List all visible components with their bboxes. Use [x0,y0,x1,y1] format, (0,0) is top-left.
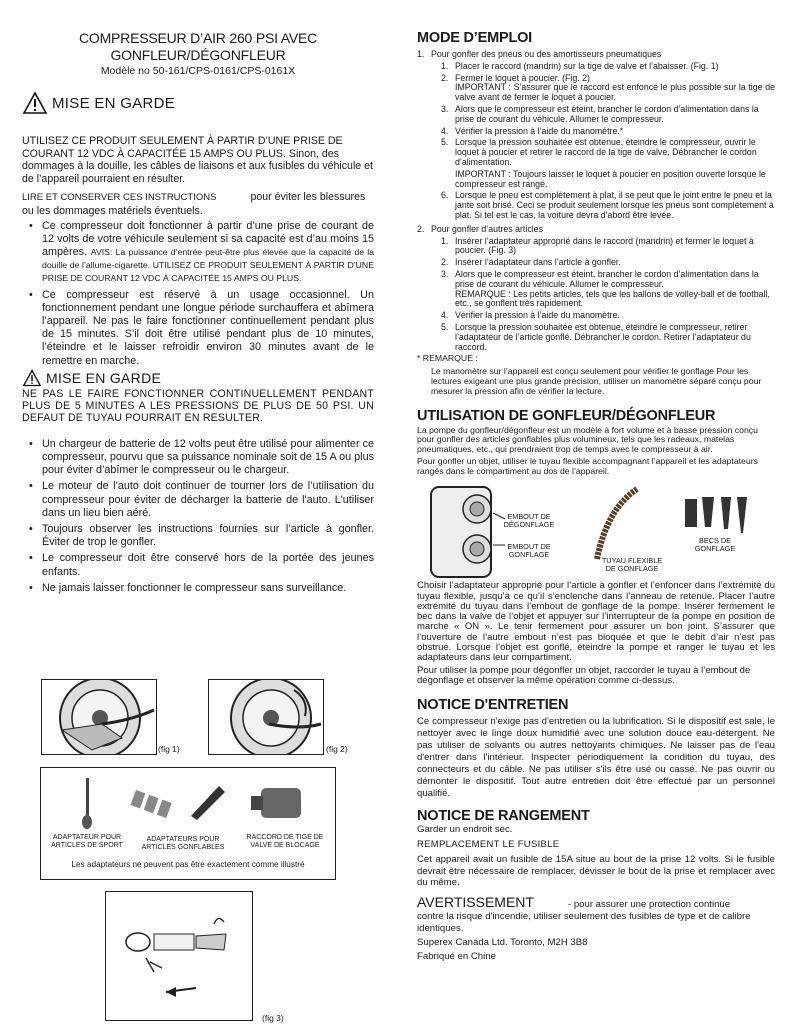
adapter-sport-label: ADAPTATEUR POUR ARTICLES DE SPORT [51,834,123,849]
bullet-list-1 [22,220,374,368]
fig2-caption: (fig 2) [326,744,348,754]
tire-valve-illustration [209,680,323,754]
adapters-illustration [41,768,335,838]
adapter-inflatable-label: ADAPTATEURS POUR ARTICLES GONFLABLES [141,836,225,851]
list-item: • Ne jamais laisser fonctionner le compresseur sans surveillance. [42,582,374,595]
storage-text: Garder un endroit sec. [417,823,513,835]
list-item: 1. Placer le raccord (mandrin) sur la tige de valve et l’abaisser. (Fig. 1) [441,60,719,71]
instructions-list [417,50,775,352]
list-item: 4. Vérifier la pression à l’aide du manomètre. [441,310,620,321]
avert-text: contre la risque d'incendie, utiliser seulement des fusibles de type et de calibre identiques. [417,911,751,934]
list-item: • Le compresseur doit être conservé hors de la portée des jeunes enfants. [42,552,374,578]
hose-label: TUYAU FLEXIBLE DE GONFLAGE [601,556,663,574]
valve-connector-label: RACCORD DE TIGE DE VALVE DE BLOCAGE [246,834,324,849]
bullet-list-2 [22,438,374,595]
list-item: 6. Lorsque le pneu est complètement à plat, il se peut que le joint entre le pneu et la jante soit brisé. Ceci se produit seulement lorsque les pneus sont complètement à plat. Si tel est le cas, la voiture devra d’abord être levée. [441,190,774,220]
avert-heading: AVERTISSEMENT [417,894,534,911]
warning-row [417,894,775,910]
sub-steps-1 [431,62,775,221]
company-address: Superex Canada Ltd. Toronto, M2H 3B8 [417,936,588,948]
maintenance-text: Ce compresseur n'exige pas d'entretien ou la lubrification. Si le dispositif est sale, le nettoyer avec le linge doux humidifié avec une solution douce eau-détergent. Ne pas utiliser de solvants ou autres nettoyants chimiques. Ne laisser pas de l'eau d'entrer dans l'intérieur. Inspecter périodiquement la condition du tuyau, des connecteurs et du câble. Ne pas utiliser s'ils être usé ou cassé. Ne pas ouvrir ou démonter le dispositif. Tout autre entretien doit être effectué par un personnel qualifié. [417,715,775,799]
usage-paragraph-4: Pour utiliser la pompe pour dégonfler un objet, raccorder le tuyau à l’embout de dégonflage et observer la même opération comme ci-dessus. [417,665,751,687]
list-item: 5. Lorsque la pression souhaitée est obtenue, éteindre le compresseur, ouvrir le loquet à poucier et retirer le raccord de la tige de valve. Débrancher le cordon d’alimentation. IMPORTANT : Toujours laisser le loquet à poucier en position ouverte lorsque le compresseur est rangé. [441,137,766,189]
mode-heading: MODE D’EMPLOI [417,30,533,46]
warning-text: NE PAS LE FAIRE FONCTIONNER CONTINUELLEMENT PENDANT PLUS DE 5 MINUTES A LES PRESSIONS DE PLUS DE 50 PSI. UN DEFAUT DE TUYAU POURRAIT EN RESULTER. [22,387,374,424]
list-item: • Toujours observer les instructions fournies sur l’article à gonfler. Éviter de trop le gonfler. [42,523,374,549]
intro-paragraph: UTILISEZ CE PRODUIT SEULEMENT À PARTIR D’UNE PRISE DE COURANT 12 VDC À CAPACITÉE 15 AMPS OU PLUS. Sinon, des dommages à la douille, les câbles de liaisons et aux fusibles du véhicule et de l’appareil pourraient en résulter. [22,135,373,185]
sub-steps-2 [431,237,775,353]
warning-icon [22,91,48,115]
warning-heading-2: MISE EN GARDE [22,369,374,387]
list-item: 4. Vérifier la pression à l’aide du manomètre.* [441,125,624,136]
adapters-note: Les adaptateurs ne peuvent pas être exactement comme illustré [71,860,305,869]
list-item: 1. Pour gonfler des pneus ou des amortisseurs pneumatiques 1. Placer le raccord (mandrin) sur la tige de valve et l’abaisser. (Fig. 1) 2. Fermer le loquet à poucier. (Fig. 2) IMPORTANT : S’assurer que le raccord est enfoncé le plus possible sur la tige de valve avant de fermer le loquet à poucier. 3. Alors que le compresseur est éteint, brancher le cordon d’alimentation dans la prise de courant du véhicule. Allumer le compresseur. 4. Vérifier la pression à l’aide du manomètre.* 5. Lorsque la pression souhaitée est obtenue, éteindre le compresseur, ouvrir le loquet à poucier et retirer le raccord de la tige de valve. Débrancher le cordon d’alimentation. IMPORTANT : Toujours laisser le loquet à poucier en position ouverte lorsque le compresseur est rangé. 6. Lorsque le pneu est complètement à plat, il se peut que le joint entre le pneu et la jante soit brisé. Ceci se produit seulement lorsque les pneus sont complètement à plat. Si tel est le cas, la voiture devra d’abord être levée. [417,49,775,220]
list-item: 2. Fermer le loquet à poucier. (Fig. 2) IMPORTANT : S’assurer que le raccord est enfoncé le plus possible sur la tige de valve avant de fermer le loquet à poucier. [441,72,775,103]
list-item: 5. Lorsque la pression souhaitée est obtenue, éteindre le compresseur, retirer l’adaptateur de l’article gonflé. Débrancher le cordon. Retirer l’adaptateur du raccord. [441,321,751,352]
storage-heading: NOTICE DE RANGEMENT [417,807,590,824]
product-title: COMPRESSEUR D’AIR 260 PSI AVEC GONFLEUR/DÉGONFLEUR [78,30,318,63]
adapter-insertion-illustration [106,892,252,1020]
figure-3 [105,891,253,1021]
usage-heading: UTILISATION DE GONFLEUR/DÉGONFLEUR [417,407,716,424]
deflate-port-label: EMBOUT DE DÉGONFLAGE [503,512,555,530]
fuse-text: Cet appareil avait un fusible de 15A situe au bout de la prise 12 volts. Si le fusible devrait être nécessaire de remplacer, dévisser le bout de la prise et remplacer avec du même. [417,854,775,888]
right-column [417,0,775,961]
figure-1 [41,679,157,755]
list-item: • Un chargeur de batterie de 12 volts peut être utilisé pour alimenter ce compresseur, pourvu que sa puissance nominale soit de 15 A ou plus pour éviter d’abîmer le compresseur ou le chargeur. [42,438,374,478]
fig1-caption: (fig 1) [158,744,180,754]
list-item: 2. Pour gonfler d’autres articles 1. Insérer l’adaptateur approprié dans le raccord (mandrin) et fermer le loquet à poucier. (Fig. 3) 2. Insérer l’adaptateur dans l’article à gonfler. 3. Alors que le compresseur est éteint, brancher le cordon d’alimentation dans la prise de courant du véhicule. Allumer le compresseur. REMARQUE : Les petits articles, tels que les ballons de volley-ball et de football, etc., se gonflent très rapidement. 4. Vérifier la pression à l’aide du manomètre. 5. Lorsque la pression souhaitée est obtenue, éteindre le compresseur, retirer l’adaptateur de l’article gonflé. Débrancher le cordon. Retirer l’adaptateur du raccord. [417,225,775,353]
figure-2 [208,679,324,755]
nozzles-label: BECS DE GONFLAGE [694,536,736,554]
maintenance-heading: NOTICE D'ENTRETIEN [417,696,569,713]
inflate-port-label: EMBOUT DE GONFLAGE [507,542,551,560]
tire-valve-illustration [42,680,156,754]
list-item: 1. Insérer l’adaptateur approprié dans le raccord (mandrin) et fermer le loquet à poucier. (Fig. 3) [441,235,754,256]
left-column [22,0,374,598]
adapters-box [40,767,336,880]
usage-paragraph-2: Pour gonfler un objet, utiliser le tuyau flexible accompagnant l’appareil et les adaptateurs rangés dans le compartiment au dos de l’appareil. [417,455,758,476]
warning-heading: MISE EN GARDE [22,91,374,115]
fig3-caption: (fig 3) [262,1013,284,1023]
made-in: Fabriqué en Chine [417,950,496,962]
list-item: • Ce compresseur doit fonctionner à partir d’une prise de courant de 12 volts de votre véhicule seulement si sa capacité est d’au moins 15 ampères. AVIS: La puissance d’entrée peut-être plus élevée que la capacité de la douille de l’allume-cigarette. UTILISEZ CE PRODUIT SEULEMENT À PARTIR D’UNE PRISE DE COURANT 12 VDC À CAPACITÉE 15 AMPS OU PLUS. [42,220,374,286]
usage-paragraph-1: La pompe du gonfleur/dégonfleur est un modèle à fort volume et à basse pression conçu pour gonfler des articles gonflables plus volumineux, tels que les radeaux, matelas pneumatiques, etc., qui prendraient trop de temps avec le compresseur à air. [417,424,758,455]
usage-paragraph-3: Choisir l’adaptateur approprié pour l’article à gonfler et l’enfoncer dans l’extrémité du tuyau flexible, jusqu’à ce qu’il s’enclenche dans l’anneau de retenue. Placer l’autre extrémité du tuyau dans l’embout de gonflage de la pompe. Insérer fermement le bec dans la valve de l’objet et appuyer sur l’interrupteur de la pompe en position de marche « ON ». Le tenir fermement pour assurer un bon joint. S’assurer que l’ouverture de l’autre embout n’est pas bloquée et que le débit d’air n’est pas obstrué. Lorsque l’objet est gonflé, éteindre la pompe et ranger le tuyau et les adaptateurs dans leur compartiment. [417,580,775,663]
pump-illustration [417,479,775,579]
remark-label: * REMARQUE : [417,353,478,364]
read-instructions: LIRE ET CONSERVER CES INSTRUCTIONS pour éviter les blessures ou les dommages matériels éventuels. [22,191,366,217]
fuse-heading: REMPLACEMENT LE FUSIBLE [417,839,560,851]
list-item: 3. Alors que le compresseur est éteint, brancher le cordon d’alimentation dans la prise de courant du véhicule. Allumer le compresseur. REMARQUE : Les petits articles, tels que les ballons de volley-ball et de football, etc., se gonflent très rapidement. [441,268,770,309]
list-item: 2. Insérer l’adaptateur dans l’article à gonfler. [441,257,621,268]
warning-icon [22,369,42,387]
model-number: Modèle no 50-161/CPS-0161/CPS-0161X [100,65,296,77]
list-item: • Le moteur de l’auto doit continuer de tourner lors de l’utilisation du compresseur pour éviter de décharger la batterie de l'auto. L'utiliser dans un lieu bien aéré. [42,480,374,520]
list-item: • Ce compresseur est réservé à un usage occasionnel. Un fonctionnement pendant une longue période surchauffera et abîmera l’appareil. Ne pas le faire fonctionner continuellement pendant plus de 15 minutes. S’il doit être utilisé pendant plus de 10 minutes, l’éteindre et le laisser refroidir environ 30 minutes avant de le remettre en marche. [42,289,374,368]
avert-lead: - pour assurer une protection continue [567,899,731,911]
remark-text: Le manomètre sur l’appareil est conçu seulement pour vérifier le gonflage Pour les lectures exigeant une plus grande précision, utiliser un manomètre séparé conçu pour mesurer la pression afin de vérifier la lecture. [431,366,762,396]
list-item: 3. Alors que le compresseur est éteint, brancher le cordon d’alimentation dans la prise de courant du véhicule. Allumer le compresseur. [441,103,759,124]
